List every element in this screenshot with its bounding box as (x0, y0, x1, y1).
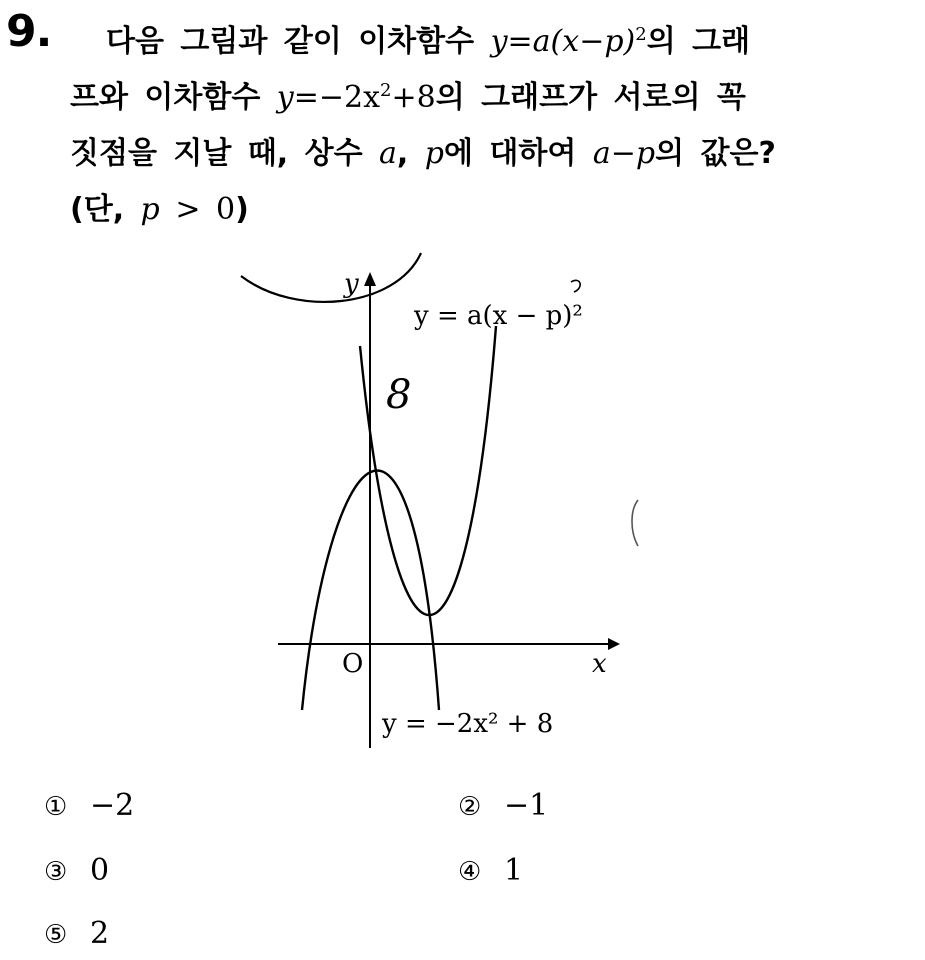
origin-label: O (342, 649, 364, 679)
choice-value: 0 (90, 853, 110, 888)
x-axis-label: x (592, 649, 607, 679)
choice-marker: ④ (458, 857, 482, 887)
choice-2[interactable] (458, 788, 548, 823)
parabola-figure (236, 248, 656, 758)
stem-line-4 (70, 182, 890, 238)
math-expression: $y=-2x^2+8$ (276, 80, 436, 115)
choice-3[interactable] (44, 853, 109, 888)
stem-text: 프와 이차함수 (70, 80, 261, 115)
question-number: 9. (6, 6, 52, 57)
math-expression: a (379, 136, 397, 171)
stem-text: ) (235, 192, 249, 227)
choice-4[interactable] (458, 853, 523, 888)
graph-svg (236, 248, 656, 758)
choice-value: 1 (504, 853, 524, 888)
choice-marker: ① (44, 792, 68, 822)
stem-text: (단, (70, 192, 125, 227)
stem-text: 의 그래프가 서로의 꼭 (435, 80, 746, 115)
math-expression: a−p (592, 136, 656, 171)
stem-text: 다음 그림과 같이 이차함수 (106, 24, 475, 59)
stem-text: 에 대하여 (444, 136, 577, 171)
stem-line-2 (70, 70, 890, 126)
stem-text: 의 값은? (655, 136, 776, 171)
vertex-value-label: 8 (386, 372, 412, 418)
curve2-label: y = −2x² + 8 (382, 709, 554, 739)
scan-mark (632, 500, 638, 546)
choice-marker: ③ (44, 857, 68, 887)
question-stem (70, 14, 890, 238)
stem-line-3 (70, 126, 890, 182)
choice-1[interactable] (44, 788, 134, 823)
x-axis-arrow-icon (608, 638, 620, 650)
math-expression: p (424, 136, 444, 171)
choice-5[interactable] (44, 916, 109, 951)
math-expression: p > 0 (140, 192, 236, 227)
choice-value: 2 (90, 916, 110, 951)
stem-text: , (396, 136, 409, 171)
curve1-label: y = a(x − p)² (414, 301, 583, 331)
scan-mark (571, 280, 580, 292)
stem-line-1 (70, 14, 890, 70)
stem-text: 의 그래 (646, 24, 751, 59)
choice-value: −1 (504, 788, 549, 823)
choice-marker: ② (458, 792, 482, 822)
choice-value: −2 (90, 788, 135, 823)
math-expression: $y=a(x-p)^2$ (490, 24, 647, 59)
choice-marker: ⑤ (44, 920, 68, 950)
y-axis-label: y (344, 269, 359, 299)
scan-mark (241, 253, 421, 302)
stem-text: 짓점을 지날 때, 상수 (70, 136, 363, 171)
y-axis-arrow-icon (364, 272, 376, 286)
